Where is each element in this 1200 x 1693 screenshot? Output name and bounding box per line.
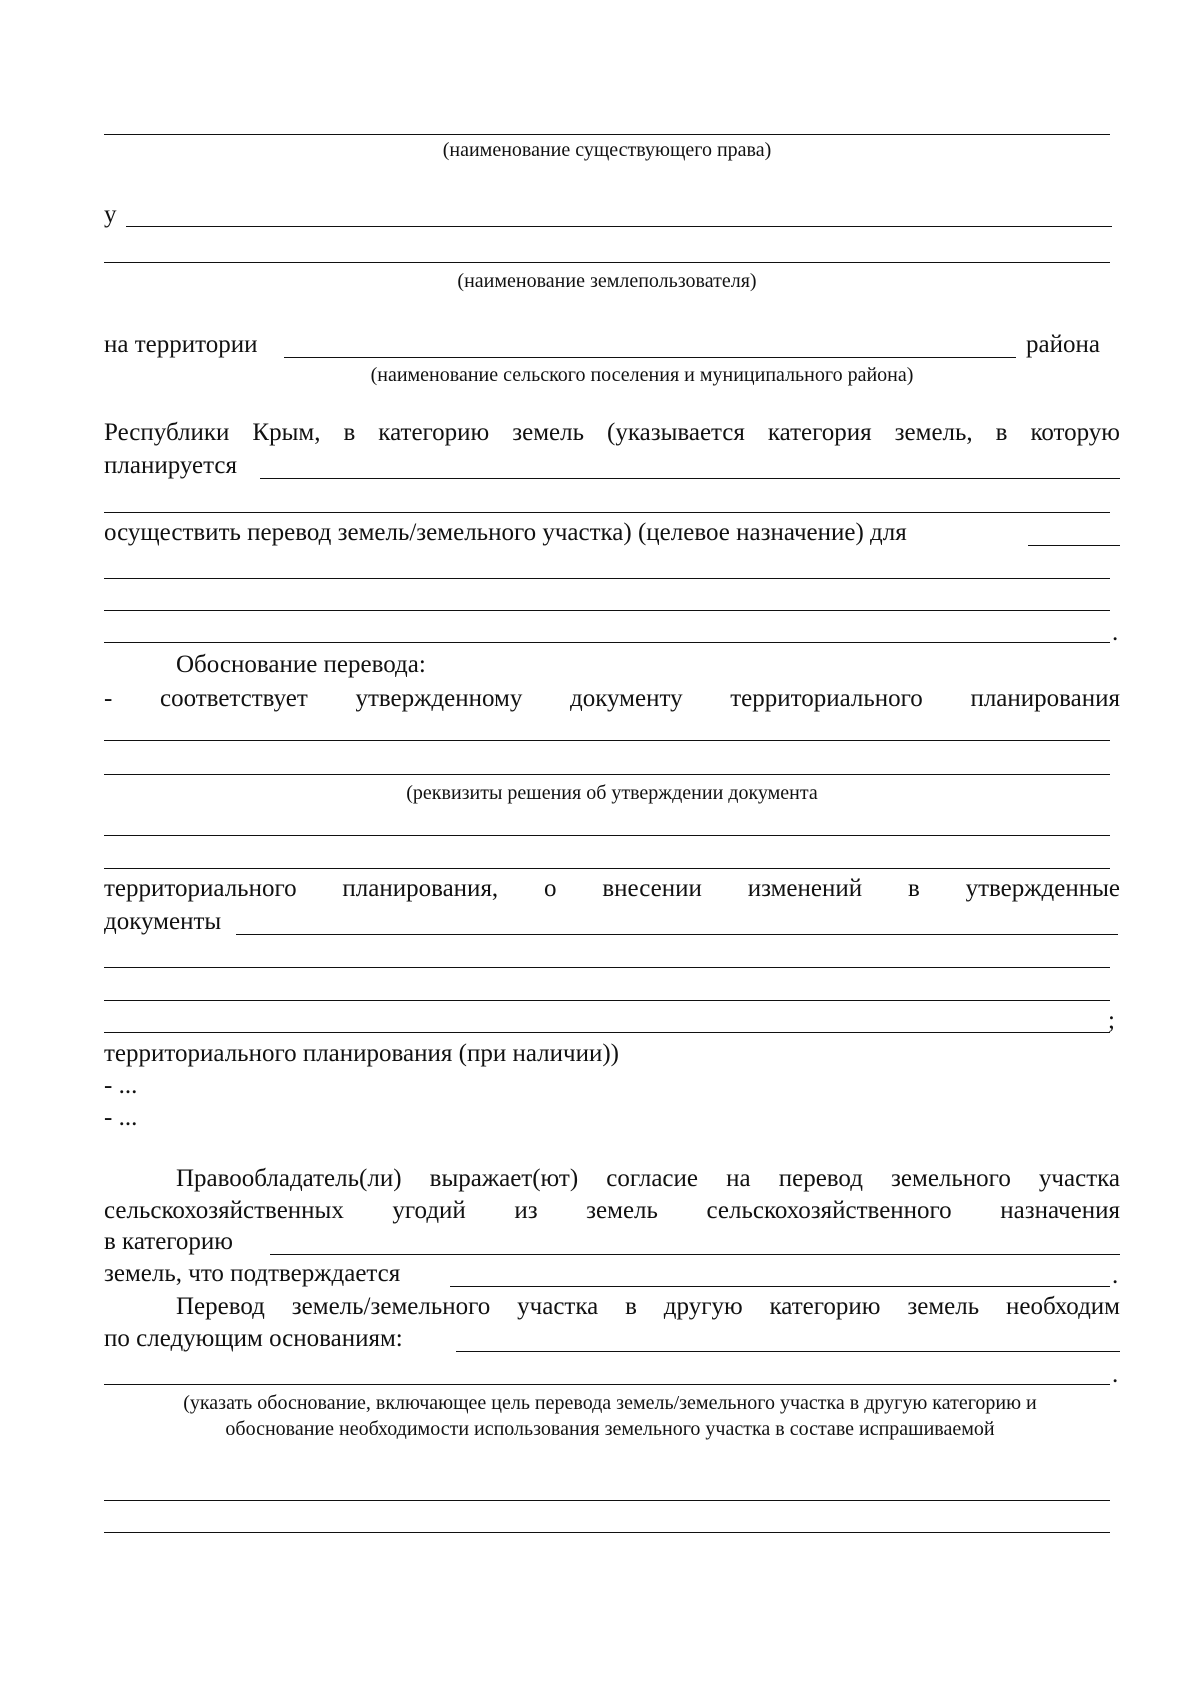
category-input-line[interactable] [270, 1254, 1120, 1255]
settlement-line[interactable] [284, 357, 1016, 358]
consent-line-1: Правообладатель(ли) выражает(ют) согласие на перевод земельного участка [176, 1165, 1120, 1192]
dash-item-2: - ... [104, 1104, 138, 1131]
republic-line: Республики Крым, в категорию земель (указывается категория земель, в которую [104, 419, 1120, 446]
reason-line-1[interactable] [104, 1500, 1110, 1501]
semicolon-mark: ; [1108, 1007, 1115, 1034]
period-mark-1: . [1112, 619, 1119, 646]
period-mark-2: . [1112, 1262, 1119, 1289]
documents-line-4[interactable] [104, 1032, 1110, 1033]
category-line-1[interactable] [260, 478, 1120, 479]
land-user-line-2[interactable] [104, 262, 1110, 263]
justification-heading: Обоснование перевода: [176, 651, 426, 678]
reason-line-2[interactable] [104, 1532, 1110, 1533]
purpose-line-2[interactable] [104, 578, 1110, 579]
planned-label: планируется [104, 452, 237, 479]
grounds-line-2[interactable] [104, 1384, 1110, 1385]
grounds-label: по следующим основаниям: [104, 1325, 403, 1352]
necessity-line: Перевод земель/земельного участка в другую категорию земель необходим [176, 1293, 1120, 1320]
existing-right-line[interactable] [104, 134, 1110, 135]
documents-label: документы [104, 908, 222, 935]
district-word: района [1026, 331, 1100, 358]
territorial-presence: территориального планирования (при наличии)) [104, 1040, 619, 1067]
transfer-line: осуществить перевод земель/земельного участка) (целевое назначение) для [104, 519, 907, 546]
confirmed-label: земель, что подтверждается [104, 1260, 401, 1287]
documents-line-2[interactable] [104, 967, 1110, 968]
documents-line-3[interactable] [104, 1000, 1110, 1001]
caption-decision: (реквизиты решения об утверждении документа [406, 782, 818, 804]
territory-label: на территории [104, 331, 258, 358]
caption-land-user: (наименование землепользователя) [457, 270, 757, 292]
caption-existing-right: (наименование существующего права) [442, 139, 772, 161]
period-mark-3: . [1112, 1361, 1119, 1388]
category-line-2[interactable] [104, 512, 1110, 513]
grounds-line-1[interactable] [456, 1351, 1120, 1352]
caption-reason: (указать обоснование, включающее цель перевода земель/земельного участка в другую категорию и обоснование необходимости использования земельного участка в составе испрашиваемой [183, 1392, 1037, 1440]
land-user-line-1[interactable] [126, 226, 1112, 227]
confirmation-line[interactable] [450, 1286, 1110, 1287]
purpose-line-3[interactable] [104, 610, 1110, 611]
bullet-territorial-plan: - соответствует утвержденному документу территориального планирования [104, 685, 1120, 712]
plan-line-2[interactable] [104, 774, 1110, 775]
consent-line-2: сельскохозяйственных угодий из земель сельскохозяйственного назначения [104, 1197, 1120, 1224]
decision-line-2[interactable] [104, 868, 1110, 869]
plan-line-1[interactable] [104, 740, 1110, 741]
dash-item-1: - ... [104, 1072, 138, 1099]
purpose-line-1[interactable] [1028, 545, 1120, 546]
prefix-u: у [104, 201, 117, 228]
category-label: в категорию [104, 1228, 233, 1255]
documents-line-1[interactable] [236, 934, 1118, 935]
territorial-amendments-line: территориального планирования, о внесении изменений в утвержденные [104, 875, 1120, 902]
purpose-line-4[interactable] [104, 642, 1110, 643]
caption-settlement: (наименование сельского поселения и муниципального района) [370, 364, 914, 386]
decision-line-1[interactable] [104, 835, 1110, 836]
